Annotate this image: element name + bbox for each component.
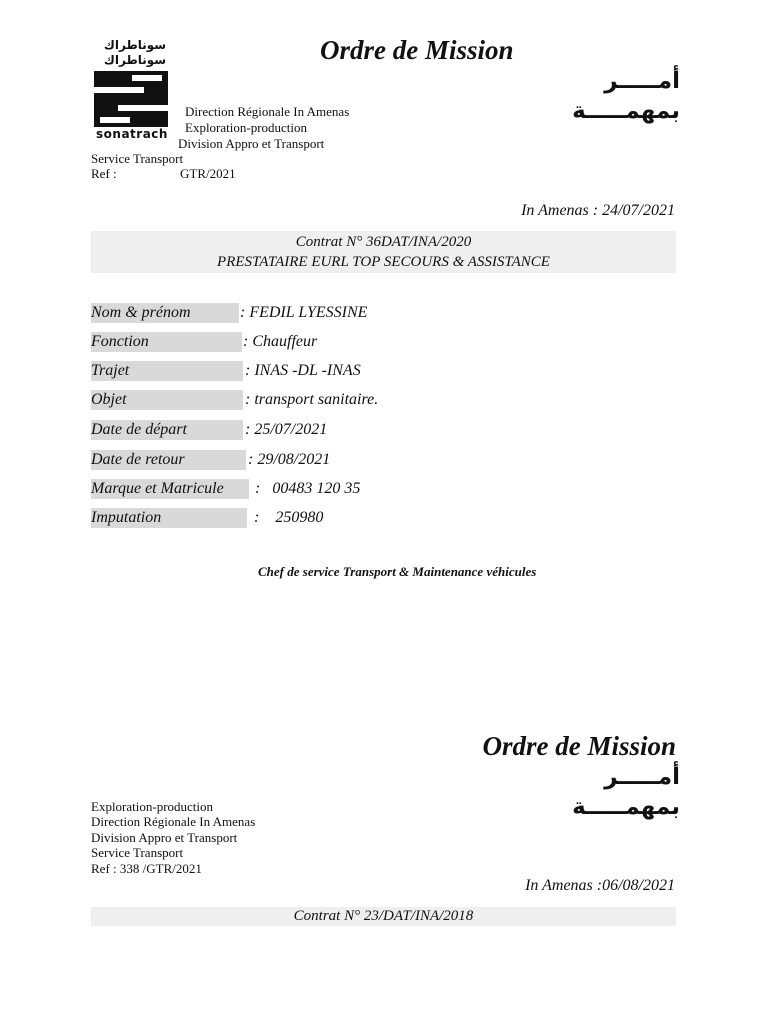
- field-label-marque: Marque et Matricule: [91, 479, 249, 499]
- order1-contract: Contrat N° 36DAT/INA/2020: [295, 234, 472, 250]
- order2-title: Ordre de Mission: [482, 731, 676, 761]
- order1-ref-value: GTR/2021: [180, 166, 236, 181]
- field-value-objet: : transport sanitaire.: [245, 391, 379, 408]
- order2-header-line-2: Direction Régionale In Amenas: [91, 814, 256, 829]
- order1-header-line-3: Division Appro et Transport: [178, 136, 325, 151]
- order1-contract-band: [91, 231, 676, 273]
- sonatrach-logo-icon: [92, 69, 172, 129]
- order1-place-date: In Amenas : 24/07/2021: [521, 202, 675, 219]
- logo-arabic-line1: سوناطراك: [103, 38, 167, 52]
- order2-header-line-3: Division Appro et Transport: [91, 830, 238, 845]
- order1-signatory: Chef de service Transport & Maintenance véhicules: [258, 564, 537, 579]
- order2-title-arabic: أمـــــر بمهمـــــة: [572, 764, 680, 820]
- field-value-marque: : 00483 120 35: [255, 480, 361, 497]
- field-value-date-retour: : 29/08/2021: [248, 451, 331, 468]
- order1-header-line-4: Service Transport: [91, 151, 184, 166]
- order2-contract: Contrat N° 23/DAT/INA/2018: [293, 908, 474, 924]
- field-label-nom: Nom & prénom: [91, 303, 239, 323]
- logo-arabic-line2: سوناطراك: [103, 53, 167, 67]
- logo-wordmark: sonatrach: [96, 127, 168, 141]
- field-label-objet: Objet: [91, 390, 243, 410]
- field-value-trajet: : INAS -DL -INAS: [245, 362, 361, 379]
- order2-place-date: In Amenas :06/08/2021: [525, 877, 675, 894]
- order1-title: Ordre de Mission: [320, 35, 514, 65]
- order2-header-line-1: Exploration-production: [91, 799, 214, 814]
- order1-provider: PRESTATAIRE EURL TOP SECOURS & ASSISTANCE: [217, 254, 550, 270]
- order2-ref: Ref : 338 /GTR/2021: [91, 861, 202, 876]
- field-value-nom: : FEDIL LYESSINE: [240, 304, 368, 321]
- field-value-fonction: : Chauffeur: [243, 333, 318, 350]
- field-label-trajet: Trajet: [91, 361, 243, 381]
- order1-header-line-1: Direction Régionale In Amenas: [185, 104, 350, 119]
- field-label-fonction: Fonction: [91, 332, 242, 352]
- field-label-imputation: Imputation: [91, 508, 247, 528]
- order1-header-line-2: Exploration-production: [185, 120, 308, 135]
- order2-contract-band: [91, 907, 676, 926]
- field-label-date-retour: Date de retour: [91, 450, 246, 470]
- field-label-date-depart: Date de départ: [91, 420, 243, 440]
- order1-ref-label: Ref :: [91, 166, 117, 181]
- field-value-date-depart: : 25/07/2021: [245, 421, 328, 438]
- order2-header-line-4: Service Transport: [91, 845, 184, 860]
- field-value-imputation: : 250980: [254, 509, 324, 526]
- order1-title-arabic: أمـــــر بمهمـــــة: [572, 68, 680, 124]
